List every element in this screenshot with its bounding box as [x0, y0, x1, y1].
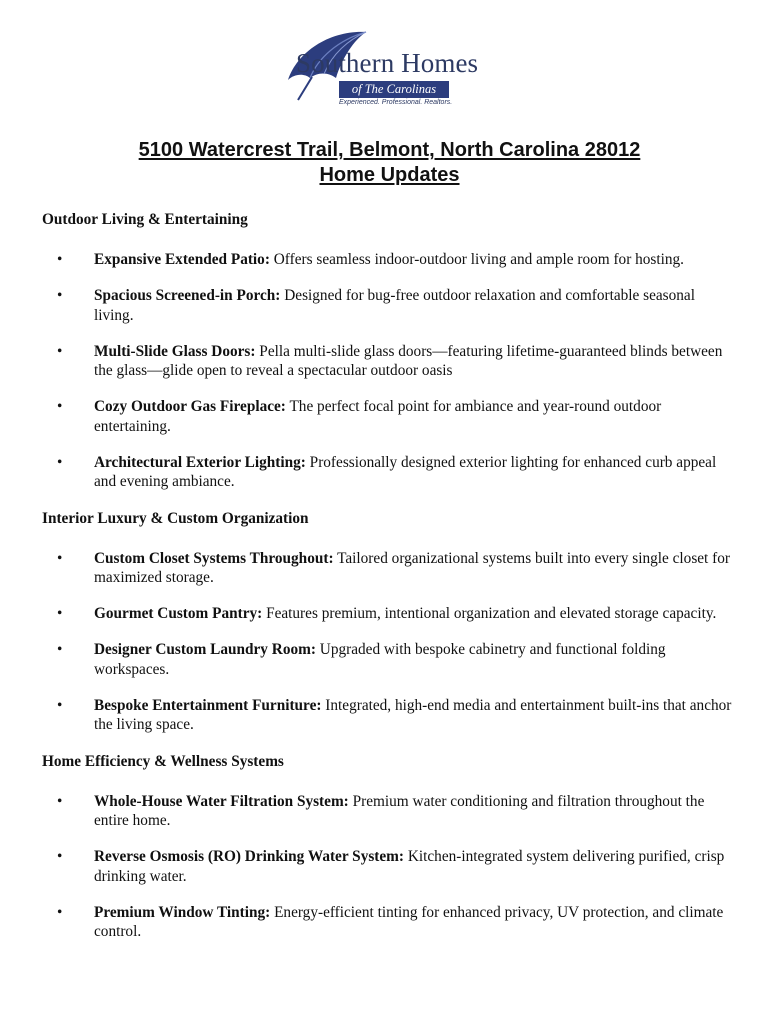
list-item: [42, 453, 732, 492]
company-logo: [284, 28, 489, 110]
document-header: [0, 138, 779, 188]
section-outdoor-living: [42, 210, 732, 492]
item-title: Architectural Exterior Lighting:: [94, 453, 306, 471]
section-interior-luxury: [42, 509, 732, 735]
logo-tagline: Experienced. Professional. Realtors.: [339, 99, 453, 106]
bullet-icon: •: [57, 848, 63, 865]
bullet-icon: •: [57, 903, 63, 921]
item-title: Reverse Osmosis (RO) Drinking Water System:: [94, 848, 405, 865]
bullet-icon: •: [57, 792, 63, 810]
list-item: [42, 640, 732, 679]
logo-subtitle: of The Carolinas: [339, 81, 449, 98]
item-text: Kitchen-integrated system delivering purified, crisp drinking water.: [94, 848, 725, 885]
item-title: Expansive Extended Patio:: [94, 251, 270, 268]
item-title: Bespoke Entertainment Furniture:: [94, 696, 322, 714]
bullet-list: [42, 549, 732, 735]
bullet-icon: •: [57, 453, 63, 471]
section-heading: Outdoor Living & Entertaining: [42, 211, 248, 228]
item-title: Premium Window Tinting:: [94, 903, 271, 921]
list-item: [42, 549, 732, 588]
bullet-list: [42, 792, 732, 942]
item-text: Premium water conditioning and filtration throughout the entire home.: [94, 792, 705, 829]
logo-wordmark: Southern Homes: [296, 48, 479, 78]
item-text: Pella multi-slide glass doors—featuring lifetime-guaranteed blinds between the glass—glide open to reveal a spectacular outdoor oasis: [94, 342, 723, 379]
bullet-icon: •: [57, 605, 63, 622]
item-title: Multi-Slide Glass Doors:: [94, 342, 256, 360]
list-item: [42, 286, 732, 325]
item-text: Offers seamless indoor-outdoor living and ample room for hosting.: [269, 251, 684, 268]
item-title: Whole-House Water Filtration System:: [94, 792, 349, 810]
document-body: [42, 210, 732, 942]
bullet-icon: •: [57, 398, 63, 415]
list-item: [42, 792, 732, 831]
item-text: Tailored organizational systems built into every single closet for maximized storage.: [94, 549, 730, 586]
bullet-icon: •: [57, 342, 63, 360]
item-text: Integrated, high-end media and entertainment built-ins that anchor the living space.: [94, 696, 732, 733]
bullet-icon: •: [57, 696, 63, 714]
item-title: Custom Closet Systems Throughout:: [94, 549, 334, 567]
section-home-efficiency: [42, 752, 732, 942]
section-heading: Interior Luxury & Custom Organization: [42, 509, 309, 527]
list-item: [42, 397, 732, 436]
item-text: Professionally designed exterior lighting for enhanced curb appeal and evening ambiance.: [94, 453, 717, 490]
list-item: [42, 696, 732, 735]
section-heading: Home Efficiency & Wellness Systems: [42, 752, 284, 770]
item-text: The perfect focal point for ambiance and year-round outdoor entertaining.: [94, 398, 662, 435]
item-title: Gourmet Custom Pantry:: [94, 605, 263, 622]
property-address: 5100 Watercrest Trail, Belmont, North Carolina 28012: [138, 139, 641, 161]
item-text: Designed for bug-free outdoor relaxation and comfortable seasonal living.: [94, 287, 695, 324]
list-item: [42, 250, 732, 270]
bullet-list: [42, 250, 732, 492]
list-item: [42, 903, 732, 942]
list-item: [42, 604, 732, 624]
item-text: Upgraded with bespoke cabinetry and functional folding workspaces.: [94, 641, 666, 678]
item-title: Designer Custom Laundry Room:: [94, 641, 316, 658]
bullet-icon: •: [57, 251, 63, 268]
bullet-icon: •: [57, 641, 63, 658]
item-title: Cozy Outdoor Gas Fireplace:: [94, 398, 286, 415]
item-text: Features premium, intentional organization and elevated storage capacity.: [262, 605, 717, 622]
bullet-icon: •: [57, 287, 63, 304]
item-title: Spacious Screened-in Porch:: [94, 287, 281, 304]
page-title: Home Updates: [319, 164, 460, 186]
bullet-icon: •: [57, 549, 63, 567]
list-item: [42, 847, 732, 886]
list-item: [42, 342, 732, 381]
item-text: Energy-efficient tinting for enhanced privacy, UV protection, and climate control.: [94, 903, 724, 940]
